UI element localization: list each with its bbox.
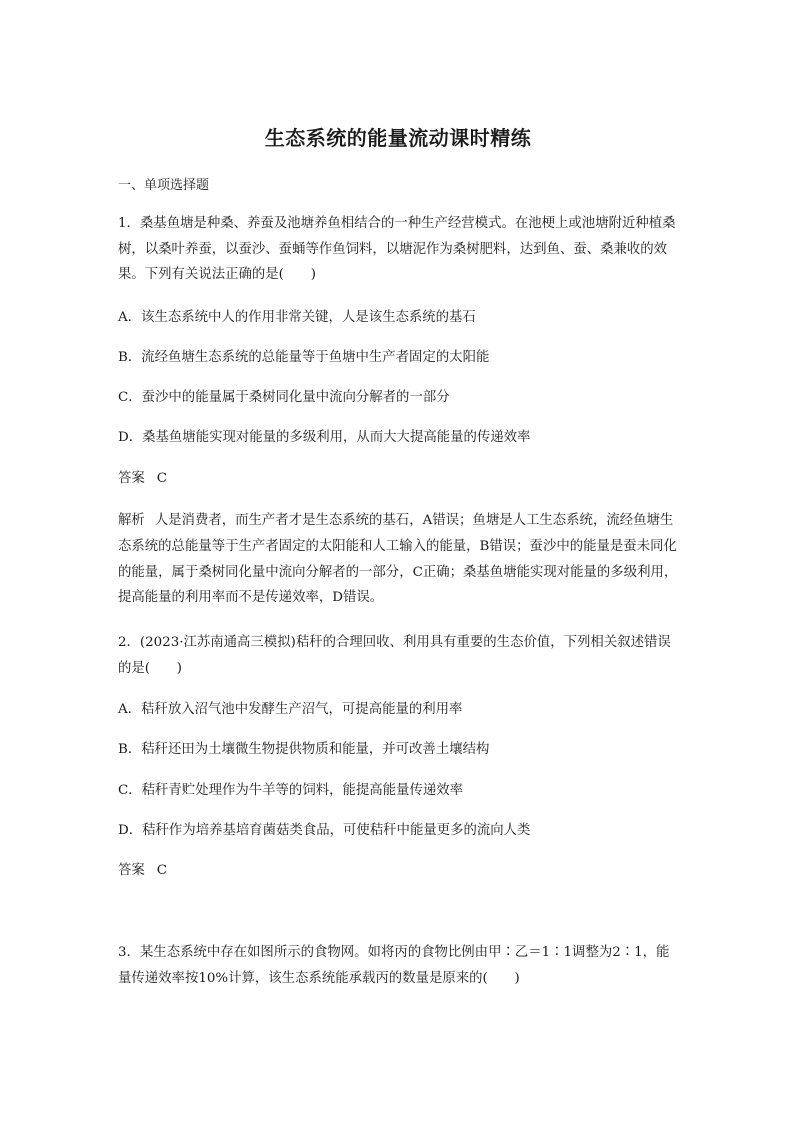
question-2-option-d: D．秸秆作为培养基培育菌菇类食品，可使秸秆中能量更多的流向人类 [118, 823, 531, 838]
question-2-stem: 2．(2023·江苏南通高三模拟)秸秆的合理回收、利用具有重要的生态价值，下列相关叙述错误的是( ) [118, 635, 671, 676]
question-1-stem: 1．桑基鱼塘是种桑、养蚕及池塘养鱼相结合的一种生产经营模式。在池梗上或池塘附近种植桑树，以桑叶养蚕，以蚕沙、蚕蛹等作鱼饲料，以塘泥作为桑树肥料，达到鱼、蚕、桑兼收的效果。下列有关说法正确的是( ) [118, 216, 676, 282]
question-2-answer [118, 861, 167, 881]
explanation-text: 人是消费者，而生产者才是生态系统的基石，A错误；鱼塘是人工生态系统，流经鱼塘生态系统的总能量等于生产者固定的太阳能和人工输入的能量，B错误；蚕沙中的能量是蚕未同化的能量，属于桑树同化量中流向分解者的一部分，C正确；桑基鱼塘能实现对能量的多级利用，提高能量的利用率而不是传递效率，D错误。 [118, 513, 678, 606]
answer-value: C [156, 471, 168, 486]
question-2-option-a: A．秸秆放入沼气池中发酵生产沼气，可提高能量的利用率 [118, 702, 463, 717]
answer-value: C [156, 863, 168, 878]
question-1-option-a: A．该生态系统中人的作用非常关键，人是该生态系统的基石 [118, 310, 476, 325]
section-heading: 一、单项选择题 [118, 178, 210, 193]
answer-label: 答案 [118, 863, 145, 878]
question-1-answer [118, 469, 167, 489]
question-1-option-c: C．蚕沙中的能量属于桑树同化量中流向分解者的一部分 [118, 390, 450, 405]
answer-label: 答案 [118, 471, 145, 486]
question-2-option-c: C．秸秆青贮处理作为牛羊等的饲料，能提高能量传递效率 [118, 783, 464, 798]
question-2-option-b: B．秸秆还田为土壤微生物提供物质和能量，并可改善土壤结构 [118, 742, 490, 757]
explanation-label: 解析 [118, 513, 145, 528]
question-1-explanation [118, 508, 684, 611]
question-3-stem: 3．某生态系统中存在如图所示的食物网。如将丙的食物比例由甲∶乙＝1∶1调整为2∶1，能量传递效率按10%计算，该生态系统能承载丙的数量是原来的( ) [118, 945, 670, 986]
document-title: 生态系统的能量流动课时精练 [264, 126, 532, 150]
question-1-option-b: B．流经鱼塘生态系统的总能量等于鱼塘中生产者固定的太阳能 [118, 350, 490, 365]
question-1-option-d: D．桑基鱼塘能实现对能量的多级利用，从而大大提高能量的传递效率 [118, 430, 531, 445]
